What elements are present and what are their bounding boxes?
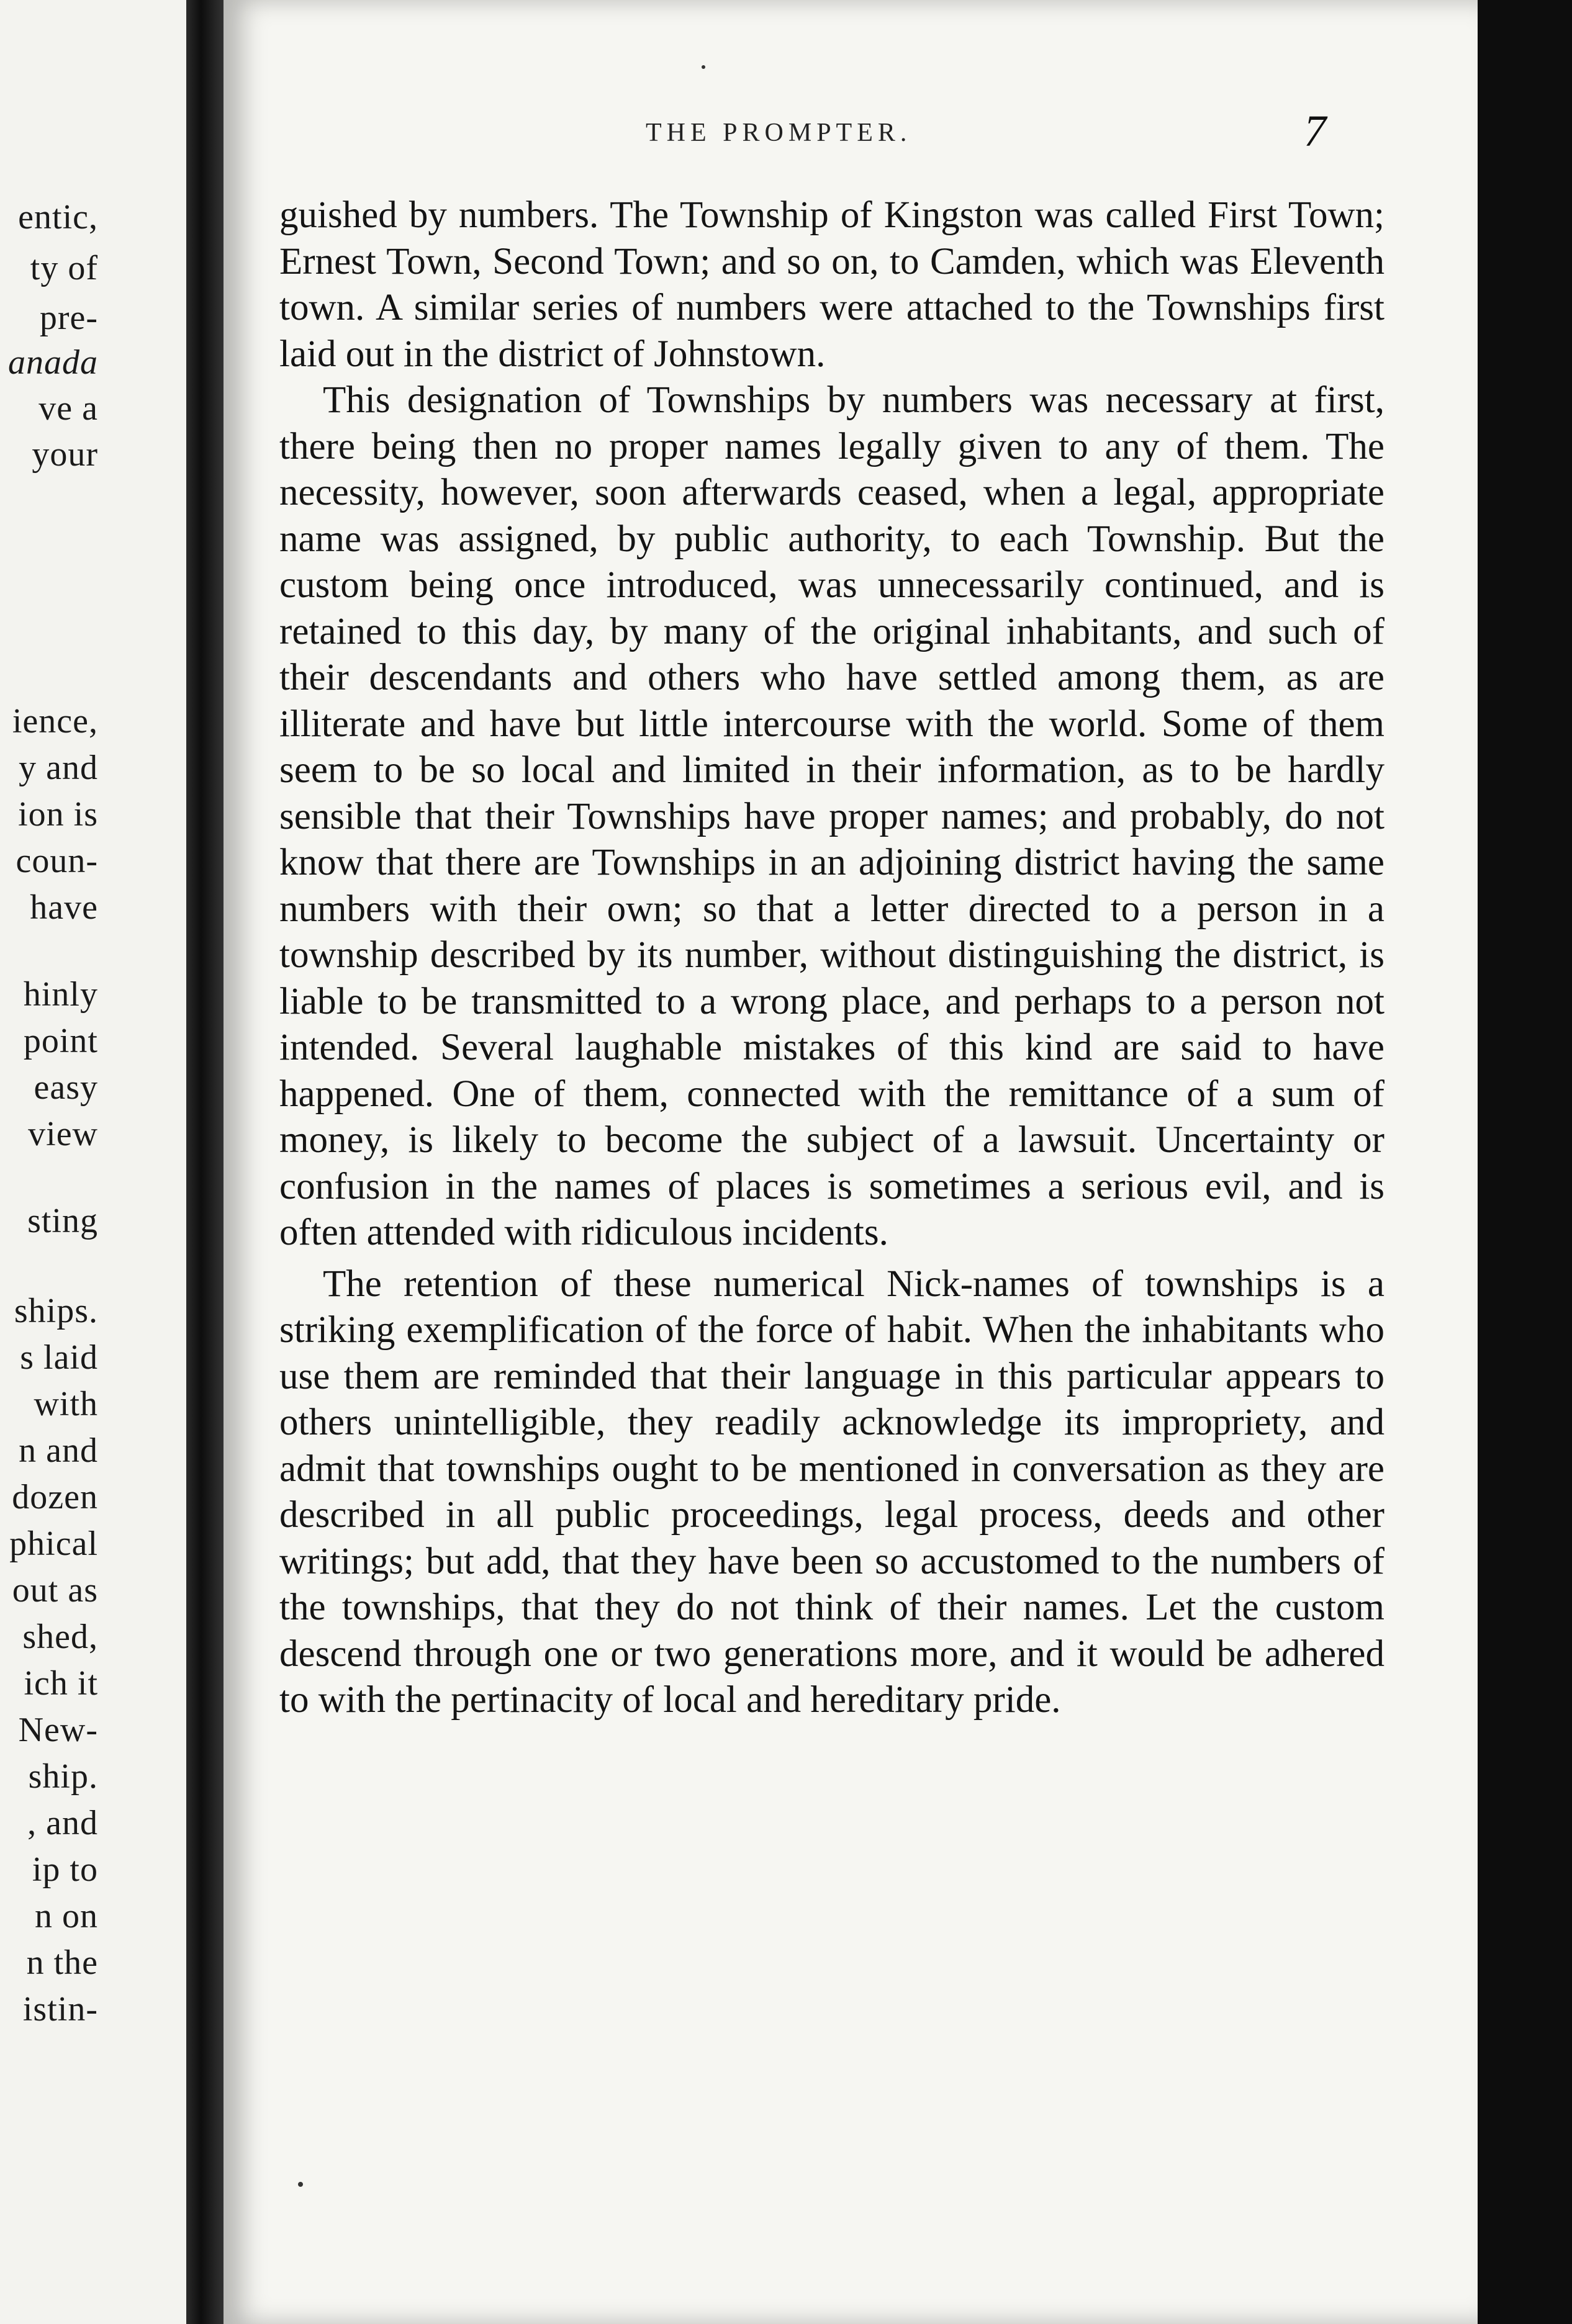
facing-page-fragment: view (28, 1115, 98, 1153)
facing-page-fragment: pre- (39, 299, 98, 337)
facing-page-fragment: ience, (12, 702, 98, 741)
facing-page-fragment: coun- (16, 842, 98, 880)
paragraph: This designation of Townships by numbers was necessary at first, there being then no proper names legally given to any of them. The necessity, however, soon afterwards ceased, when a legal, appropriate name was assigned, by public authority, to each Township. But the custom being once introduced, was unnecessarily continued, and is retained to this day, by many of the original inhabitants, and such of their descendants and others who have settled among them, as are illiterate and have but little intercourse with the world. Some of them seem to be so local and limited in their information, as to be hardly sensible that their Townships have proper names; and probably, do not know that there are Townships in an adjoining district having the same numbers with their own; so that a letter directed to a person in a township described by its number, without distinguishing the district, is liable to be transmitted to a wrong place, and perhaps to a person not intended. Several laughable mistakes of this kind are said to have happened. One of them, connected with the remittance of a sum of money, is likely to become the subject of a lawsuit. Uncertainty or confusion in the names of places is sometimes a serious evil, and is often attended with ridiculous incidents. (279, 379, 1385, 1253)
facing-page-fragment: ion is (18, 795, 98, 834)
facing-page-fragment: dozen (12, 1478, 98, 1516)
facing-page-fragment: New- (18, 1711, 98, 1749)
facing-page-fragment: easy (34, 1068, 98, 1107)
book-page (224, 0, 1478, 2324)
book-gutter (186, 0, 224, 2324)
facing-page-fragment: your (32, 435, 98, 474)
facing-page-fragment: istin- (22, 1990, 98, 2029)
facing-page (0, 0, 186, 2324)
facing-page-fragment: n on (35, 1897, 98, 1935)
page-body (279, 192, 1385, 1724)
facing-page-fragment: ip to (32, 1850, 98, 1889)
paragraph: guished by numbers. The Township of Kingston was called First Town; Ernest Town, Second Town; and so on, to Camden, which was Eleventh town. A similar series of numbers were attached to the Townships first laid out in the district of Johnstown. (279, 194, 1385, 375)
facing-page-fragment: anada (8, 343, 98, 382)
facing-page-fragment: n the (26, 1943, 98, 1982)
facing-page-fragment: hinly (23, 975, 98, 1014)
facing-page-fragment: sting (27, 1202, 98, 1240)
facing-page-fragment: y and (19, 749, 98, 787)
page-number: 7 (1304, 106, 1326, 156)
facing-page-fragment: ve a (38, 389, 98, 428)
facing-page-fragment: point (23, 1022, 98, 1060)
paragraph: The retention of these numerical Nick-names of townships is a striking exemplification of the force of habit. When the inhabitants who use them are reminded that their language in this particular appears to others unintelligible, they readily acknowledge its impropriety, and admit that townships ought to be mentioned in conversation as they are described in all public proceedings, legal process, deeds and other writings; but add, that they have been so accustomed to the numbers of the townships, that they do not think of their names. Let the custom descend through one or two generations more, and it would be adhered to with the pertinacity of local and hereditary pride. (279, 1263, 1385, 1721)
facing-page-fragment: have (30, 888, 98, 927)
facing-page-fragment: ich it (24, 1664, 98, 1703)
ink-speck (298, 2182, 303, 2187)
facing-page-fragment: ships. (14, 1292, 98, 1330)
facing-page-fragment: ty of (30, 249, 98, 287)
facing-page-fragment: shed, (22, 1618, 98, 1656)
facing-page-fragment: out as (12, 1571, 98, 1610)
running-head: THE PROMPTER. (646, 119, 912, 147)
ink-speck (702, 65, 705, 69)
scan-border (1478, 0, 1572, 2324)
facing-page-fragment: with (34, 1385, 98, 1423)
facing-page-fragment: phical (9, 1525, 98, 1563)
facing-page-fragment: n and (19, 1431, 98, 1470)
facing-page-fragment: entic, (18, 198, 98, 236)
facing-page-fragment: , and (27, 1804, 98, 1842)
facing-page-fragment: s laid (20, 1338, 98, 1377)
facing-page-fragment: ship. (28, 1757, 98, 1796)
